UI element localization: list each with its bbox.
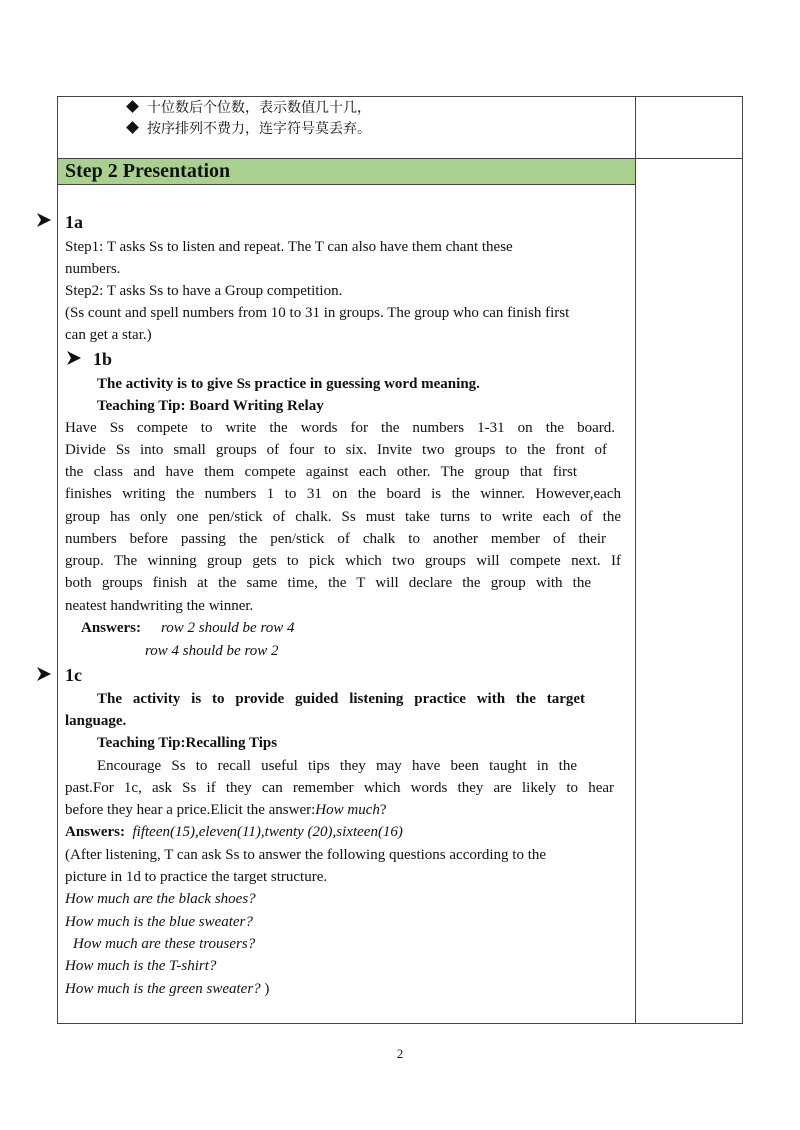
- question-line: How much is the blue sweater?: [65, 914, 253, 930]
- text-line: Step2: T asks Ss to have a Group competition.: [65, 283, 343, 299]
- text-line: the class and have them compete against each other. The group that first: [65, 464, 577, 480]
- text-line: Encourage Ss to recall useful tips they may have been taught in the: [97, 758, 577, 774]
- arrow-bullet-icon: [36, 666, 52, 682]
- activity-purpose: language.: [65, 713, 127, 729]
- answer-line: row 4 should be row 2: [145, 643, 279, 659]
- text-line: both groups finish at the same time, the T will declare the group with the: [65, 575, 591, 591]
- intro-bullet: 按序排列不费力，连字符号莫丢弃。: [128, 118, 371, 140]
- question-line: How much is the green sweater? ): [65, 981, 270, 997]
- diamond-icon: [126, 121, 139, 134]
- arrow-bullet-icon: [66, 350, 82, 366]
- column-divider: [635, 96, 636, 1024]
- answers-label: Answers:: [81, 620, 141, 636]
- question-line: How much is the T-shirt?: [65, 958, 217, 974]
- question-line: How much are the black shoes?: [65, 891, 256, 907]
- text-line: Have Ss compete to write the words for the numbers 1-31 on the board.: [65, 420, 615, 436]
- text-line: Step1: T asks Ss to listen and repeat. The T can also have them chant these: [65, 239, 513, 255]
- arrow-bullet-icon: [36, 212, 52, 228]
- text-line: past.For 1c, ask Ss if they can remember which words they are likely to hear: [65, 780, 614, 796]
- text-line: numbers.: [65, 261, 121, 277]
- text-line: neatest handwriting the winner.: [65, 598, 254, 614]
- text-line: can get a star.): [65, 327, 152, 343]
- text-line: (Ss count and spell numbers from 10 to 31 in groups. The group who can finish first: [65, 305, 570, 321]
- text-line: numbers before passing the pen/stick of chalk to another member of their: [65, 531, 606, 547]
- teaching-tip-title: Teaching Tip:Recalling Tips: [97, 735, 278, 751]
- activity-purpose: The activity is to provide guided listening practice with the target: [97, 691, 585, 707]
- section-heading-1b: 1b: [93, 349, 113, 369]
- step-heading-bar: [58, 159, 635, 185]
- intro-bullet: 十位数后个位数，表示数值几十几，: [128, 97, 371, 119]
- activity-purpose: The activity is to give Ss practice in guessing word meaning.: [97, 376, 480, 392]
- text-line: before they hear a price.Elicit the answer:How much?: [65, 802, 387, 818]
- diamond-icon: [126, 100, 139, 113]
- question-line: How much are these trousers?: [73, 936, 256, 952]
- text-line: (After listening, T can ask Ss to answer the following questions according to the: [65, 847, 547, 863]
- text-line: group has only one pen/stick of chalk. Ss must take turns to write each of the: [65, 509, 621, 525]
- teaching-tip-title: Teaching Tip: Board Writing Relay: [97, 398, 324, 414]
- page-number: 2: [396, 1046, 404, 1061]
- answer-line: row 2 should be row 4: [161, 620, 295, 636]
- text-line: group. The winning group gets to pick which two groups will compete next. If: [65, 553, 621, 569]
- section-heading-1c: 1c: [65, 665, 82, 685]
- section-heading-1a: 1a: [65, 212, 83, 232]
- text-line: finishes writing the numbers 1 to 31 on the board is the winner. However,each: [65, 486, 621, 502]
- text-line: picture in 1d to practice the target structure.: [65, 869, 328, 885]
- answers-line: Answers: fifteen(15),eleven(11),twenty (20),sixteen(16): [65, 824, 403, 840]
- text-line: Divide Ss into small groups of four to six. Invite two groups to the front of: [65, 442, 607, 458]
- step-title: Step 2 Presentation: [65, 160, 231, 182]
